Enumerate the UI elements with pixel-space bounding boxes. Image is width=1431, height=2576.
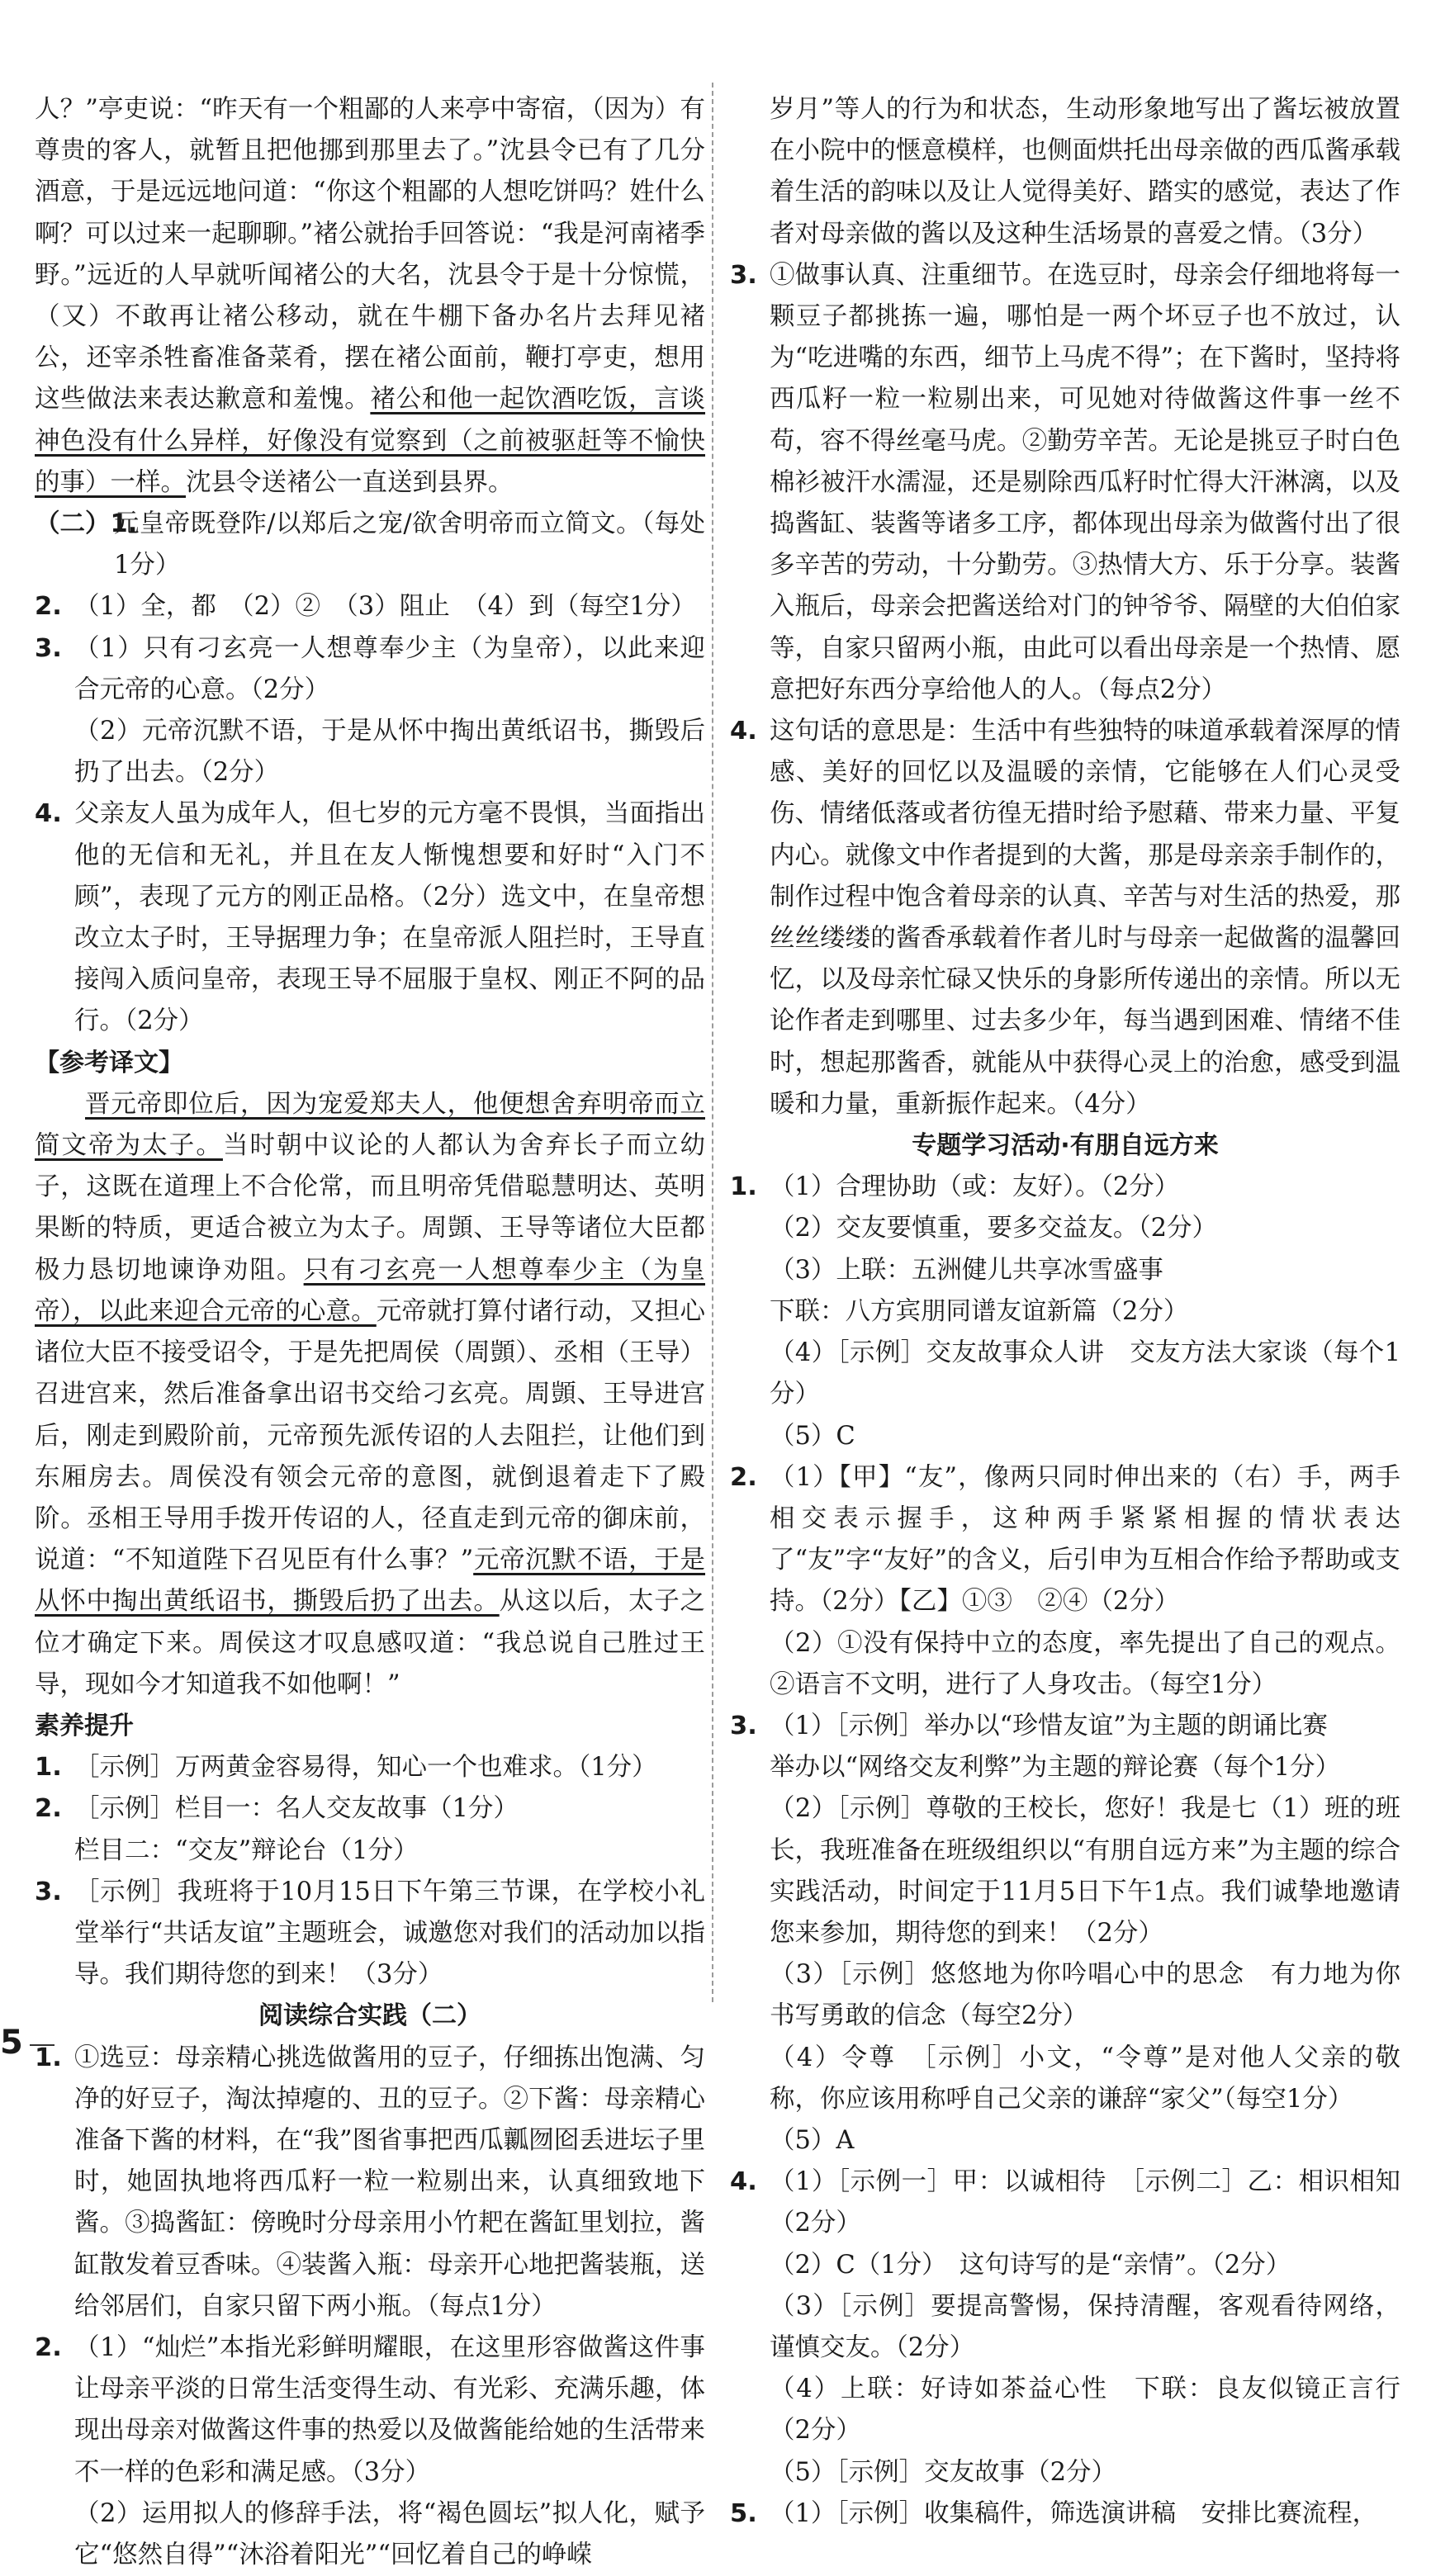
- ref-text: 当时朝中议论的人都认为舍弃长子而立幼子，这既在道理上不合伦常，而且明帝凭借聪慧明达、英明果断的特质，更适合被立为太子。周顗、王导等诸位大臣都极力恳切地谏诤劝阻。: [35, 1131, 705, 1285]
- ref-underlined-text: 元帝沉默不语，于是从怀中掏出黄纸诏书，撕毁后扔了出去。: [35, 1546, 706, 1617]
- answer-text: （1）全，都 （2）② （3）阻止 （4）到（每空1分）: [74, 592, 696, 622]
- question-number: 4.: [730, 717, 757, 746]
- answer-sub-text: （4）上联：好诗如茶益心性 下联：良友似镜正言行（2分）: [770, 2375, 1400, 2446]
- answer-sub-text: （2）运用拟人的修辞手法，将“褐色圆坛”拟人化，赋予它“悠然自得”“沐浴着阳光”“回忆着自己的峥嵘: [74, 2498, 705, 2569]
- answer-text: ①选豆：母亲精心挑选做酱用的豆子，仔细拣出饱满、匀净的好豆子，淘汰掉瘪的、丑的豆子。②下酱：母亲精心准备下酱的材料，在“我”图省事把西瓜瓤囫囵丢进坛子里时，她固执地将西瓜籽一粒一粒剔出来，认真细致地下酱。③捣酱缸：傍晚时分母亲用小竹耙在酱缸里划拉，酱缸散发着豆香味。④装酱入瓶：母亲开心地把酱装瓶，送给邻居们，自家只留下两小瓶。（每点1分）: [74, 2043, 705, 2321]
- answer-sub-text: （2）C（1分） 这句诗写的是“亲情”。（2分）: [770, 2250, 1291, 2280]
- answer-text: 元皇帝既登阼/以郑后之宠/欲舍明帝而立简文。（每处1分）: [114, 509, 705, 580]
- ref-text: 元帝就打算付诸行动，又担心诸位大臣不接受诏令，于是先把周侯（周顗）、丞相（王导）召进宫来，然后准备拿出诏书交给刁玄亮。周顗、王导进宫后，刚走到殿阶前，元帝预先派传诏的人去阻拦，让他们到东厢房去。周侯没有领会元帝的意图，就倒退着走下了殿阶。丞相王导用手拨开传诏的人，径直走到元帝的御床前，说道：“不知道陛下召见臣有什么事？”: [35, 1296, 706, 1575]
- answer-2-4: [35, 793, 705, 1042]
- reference-translation: [35, 1084, 705, 1706]
- translation-end-text: 沈县令送褚公一直送到县界。: [186, 467, 514, 497]
- question-number: 1.: [730, 1172, 757, 1202]
- activity-2: [730, 1457, 1400, 1623]
- reading-4: [730, 711, 1400, 1125]
- answer-text: （1）合理协助（或：友好）。（2分）: [770, 1172, 1180, 1202]
- question-number: 1.: [35, 1753, 62, 1783]
- question-number: 2.: [35, 592, 62, 622]
- answer-text: 父亲友人虽为成年人，但七岁的元方毫不畏惧，当面指出他的无信和无礼，并且在友人惭愧想要和好时“入门不顾”，表现了元方的刚正品格。（2分）选文中，在皇帝想改立太子时，王导据理力争；在皇帝派人阻拦时，王导直接闯入质问皇帝，表现王导不屈服于皇权、刚正不阿的品行。（2分）: [74, 799, 705, 1036]
- answer-2-2: [35, 586, 705, 627]
- column-divider: [712, 83, 713, 2002]
- activity-3: [730, 1706, 1400, 1747]
- ref-underlined-text: 只有刁玄亮一人想尊奉少主（为皇帝），以此来迎合元帝的心意。: [35, 1255, 705, 1326]
- ref-underlined-text: 晋元帝即位后，因为宠爱郑夫人，他便想舍弃明帝而立简文帝为太子。: [35, 1089, 705, 1161]
- answer-continued-text: 岁月”等人的行为和状态，生动形象地写出了酱坛被放置在小院中的惬意模样，也侧面烘托出母亲做的西瓜酱承载着生活的韵味以及让人觉得美好、踏实的感觉，表达了作者对母亲做的酱以及这种生活场景的喜爱之情。（3分）: [770, 95, 1400, 249]
- suyang-1: [35, 1747, 705, 1788]
- answer-text: （1）【甲】“友”，像两只同时伸出来的（右）手，两手相交表示握手，这种两手紧紧相握的情状表达了“友”字“友好”的含义，后引申为互相合作给予帮助或支持。（2分）【乙】①③ ②④（2分）: [770, 1462, 1400, 1617]
- question-number: 3.: [35, 633, 62, 663]
- question-number: 2.: [35, 2332, 62, 2362]
- answer-sub-text: 栏目二：“交友”辩论台（1分）: [74, 1835, 419, 1865]
- answer-sub-text: （2）①没有保持中立的态度，率先提出了自己的观点。②语言不文明，进行了人身攻击。（每空1分）: [770, 1628, 1400, 1699]
- page-number: 5: [0, 2024, 23, 2062]
- answer-sub-text: （4）［示例］交友故事众人讲 交友方法大家谈（每个1分）: [770, 1338, 1400, 1409]
- answer-sub-text: （3）［示例］要提高警惕，保持清醒，客观看待网络，谨慎交友。（2分）: [770, 2291, 1400, 2362]
- activity-5: [730, 2493, 1400, 2535]
- question-number: 2.: [35, 1794, 62, 1824]
- answer-2-3: [35, 628, 705, 711]
- answer-text: ［示例］万两黄金容易得，知心一个也难求。（1分）: [74, 1753, 657, 1783]
- page-number-dash: [30, 2044, 54, 2046]
- question-number: 3.: [730, 1711, 757, 1740]
- answer-text: 这句话的意思是：生活中有些独特的味道承载着深厚的情感、美好的回忆以及温暖的亲情，它能够在人们心灵受伤、情绪低落或者彷徨无措时给予慰藉、带来力量、平复内心。就像文中作者提到的大酱，那是母亲亲手制作的，制作过程中饱含着母亲的认真、辛苦与对生活的热爱，那丝丝缕缕的酱香承载着作者儿时与母亲一起做酱的温馨回忆，以及母亲忙碌又快乐的身影所传递出的亲情。所以无论作者走到哪里、过去多少年，每当遇到困难、情绪不佳时，想起那酱香，就能从中获得心灵上的治愈，感受到温暖和力量，重新振作起来。（4分）: [770, 717, 1400, 1119]
- answer-sub-text: 举办以“网络交友利弊”为主题的辩论赛（每个1分）: [770, 1753, 1341, 1783]
- answer-sub-text: （2）［示例］尊敬的王校长，您好！我是七（1）班的班长，我班准备在班级组织以“有朋自远方来”为主题的综合实践活动，时间定于11月5日下午1点。我们诚挚地邀请您来参加，期待您的到来！（2分）: [770, 1794, 1400, 1948]
- question-number: （二）1.: [35, 509, 138, 539]
- question-number: 5.: [730, 2498, 757, 2528]
- activity-4: [730, 2162, 1400, 2244]
- reading-3: [730, 255, 1400, 711]
- question-number: 3.: [730, 260, 757, 290]
- answer-text: （1）“灿烂”本指光彩鲜明耀眼，在这里形容做酱这件事让母亲平淡的日常生活变得生动、有光彩、充满乐趣，体现出母亲对做酱这件事的热爱以及做酱能给她的生活带来不一样的色彩和满足感。（3分）: [74, 2332, 705, 2487]
- answer-2-1: [35, 504, 705, 586]
- translation-text: 人？”亭吏说：“昨天有一个粗鄙的人来亭中寄宿，（因为）有尊贵的客人，就暂且把他挪到那里去了。”沈县令已有了几分酒意，于是远远地问道：“你这个粗鄙的人想吃饼吗？姓什么啊？可以过来一起聊聊。”褚公就抬手回答说：“我是河南褚季野。”远近的人早就听闻褚公的大名，沈县令于是十分惊慌，（又）不敢再让褚公移动，就在牛棚下备办名片去拜见褚公，还宰杀牲畜准备菜肴，摆在褚公面前，鞭打亭吏，想用这些做法来表达歉意和羞愧。: [35, 95, 705, 414]
- section-heading-activity: 专题学习活动·有朋自远方来: [912, 1131, 1219, 1161]
- question-number: 2.: [730, 1462, 757, 1492]
- reading-1: [35, 2038, 705, 2327]
- reading-2: [35, 2327, 705, 2493]
- answer-sub-text: 下联：八方宾朋同谱友谊新篇（2分）: [770, 1296, 1189, 1326]
- activity-1: [730, 1167, 1400, 1208]
- answer-text: （1）［示例］举办以“珍惜友谊”为主题的朗诵比赛: [770, 1711, 1328, 1740]
- answer-text: ［示例］栏目一：名人交友故事（1分）: [74, 1794, 519, 1824]
- answer-sub-text: （5）C: [770, 1421, 855, 1451]
- question-number: 4.: [730, 2167, 757, 2197]
- section-label-suyang: 素养提升: [35, 1711, 134, 1740]
- answer-sub-text: （4）令尊 ［示例］小文，“令尊”是对他人父亲的敬称，你应该用称呼自己父亲的谦辞“家父”（每空1分）: [770, 2043, 1400, 2114]
- answer-sub-text: （2）元帝沉默不语，于是从怀中掏出黄纸诏书，撕毁后扔了出去。（2分）: [74, 717, 705, 788]
- answer-sub-text: （3）［示例］悠悠地为你吟唱心中的思念 有力地为你书写勇敢的信念（每空2分）: [770, 1960, 1400, 2031]
- question-number: 3.: [35, 1877, 62, 1906]
- question-number: 1.: [35, 2043, 62, 2072]
- section-heading-reading: 阅读综合实践（二）: [258, 2001, 481, 2031]
- ref-text: 从这以后，太子之位才确定下来。周侯这才叹息感叹道：“我总说自己胜过王导，现如今才知道我不如他啊！”: [35, 1587, 706, 1699]
- answer-text: ①做事认真、注重细节。在选豆时，母亲会仔细地将每一颗豆子都挑拣一遍，哪怕是一两个坏豆子也不放过，认为“吃进嘴的东西，细节上马虎不得”；在下酱时，坚持将西瓜籽一粒一粒剔出来，可见她对待做酱这件事一丝不苟，容不得丝毫马虎。②勤劳辛苦。无论是挑豆子时白色棉衫被汗水濡湿，还是剔除西瓜籽时忙得大汗淋漓，以及捣酱缸、装酱等诸多工序，都体现出母亲为做酱付出了很多辛苦的劳动，十分勤劳。③热情大方、乐于分享。装酱入瓶后，母亲会把酱送给对门的钟爷爷、隔壁的大伯伯家等，自家只留两小瓶，由此可以看出母亲是一个热情、愿意把好东西分享给他人的人。（每点2分）: [770, 260, 1400, 704]
- question-number: 4.: [35, 799, 62, 829]
- answer-sub-text: （5）［示例］交友故事（2分）: [770, 2457, 1117, 2487]
- answer-sub-text: （3）上联：五洲健儿共享冰雪盛事: [770, 1255, 1163, 1285]
- right-column: [730, 89, 1400, 2535]
- answer-text: （1）［示例一］甲：以诚相待 ［示例二］乙：相识相知（2分）: [770, 2167, 1400, 2238]
- reference-translation-label: 【参考译文】: [35, 1048, 183, 1077]
- suyang-2: [35, 1788, 705, 1830]
- suyang-3: [35, 1872, 705, 1996]
- answer-text: ［示例］我班将于10月15日下午第三节课，在学校小礼堂举行“共话友谊”主题班会，诚邀您对我们的活动加以指导。我们期待您的到来！（3分）: [74, 1877, 705, 1990]
- answer-sub-text: （2）交友要慎重，要多交益友。（2分）: [770, 1214, 1218, 1243]
- left-column: [35, 89, 705, 2576]
- answer-text: （1）［示例］收集稿件，筛选演讲稿 安排比赛流程，: [770, 2498, 1378, 2528]
- answer-text: （1）只有刁玄亮一人想尊奉少主（为皇帝），以此来迎合元帝的心意。（2分）: [74, 633, 705, 704]
- answer-sub-text: （5）A: [770, 2125, 855, 2155]
- translation-underlined-text: 褚公和他一起饮酒吃饭，言谈神色没有什么异样，好像没有觉察到（之前被驱赶等不愉快的事）一样。: [35, 385, 706, 497]
- translation-paragraph: [35, 89, 705, 504]
